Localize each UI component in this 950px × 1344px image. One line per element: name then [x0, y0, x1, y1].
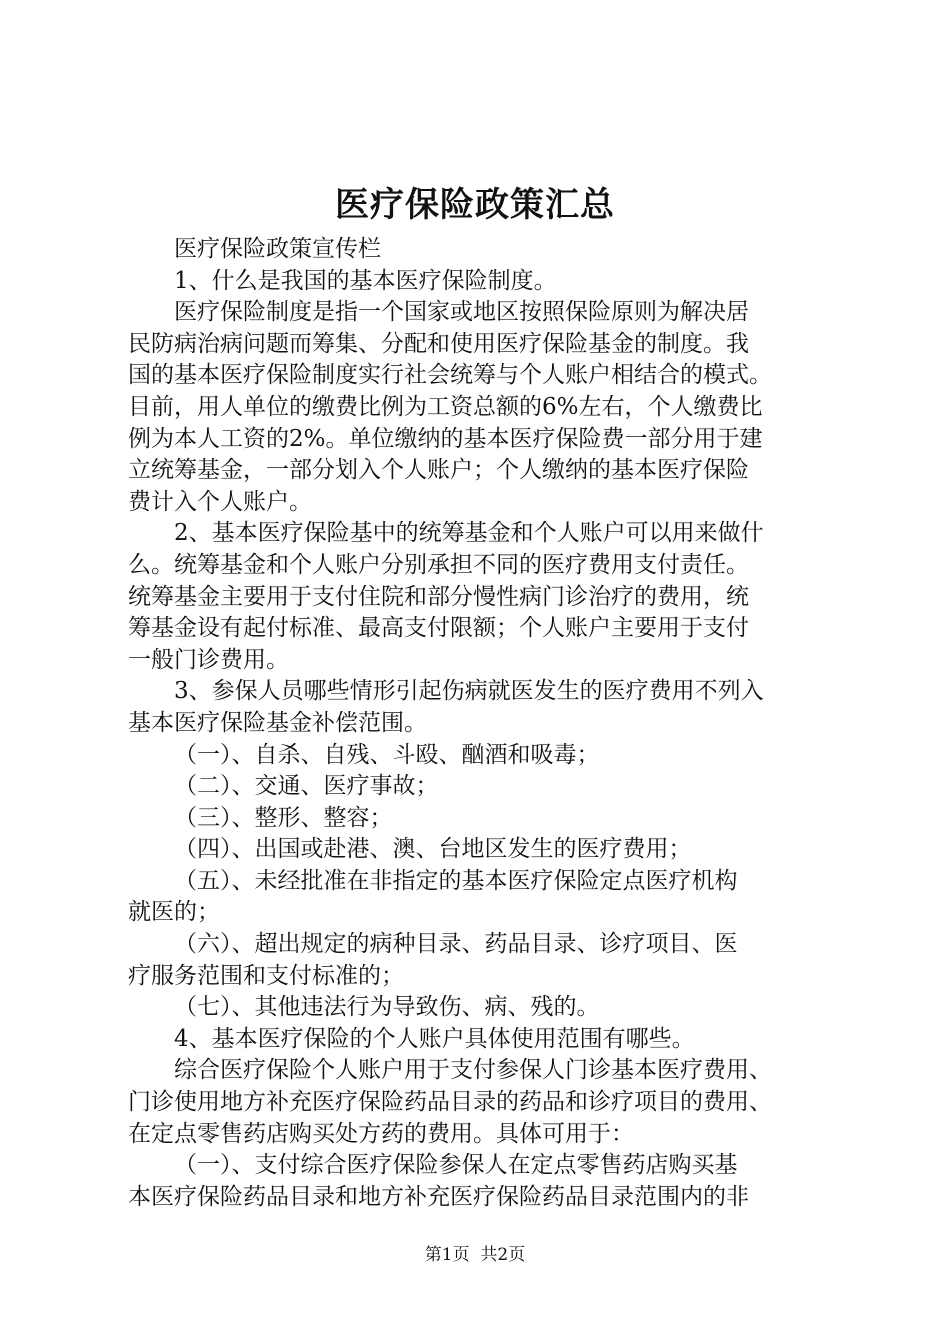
paragraph-line: 筹基金设有起付标准、最高支付限额；个人账户主要用于支付: [128, 615, 749, 642]
list-item: （五）、未经批准在非指定的基本医疗保险定点医疗机构: [174, 867, 738, 894]
paragraph-line: 民防病治病问题而筹集、分配和使用医疗保险基金的制度。我: [128, 330, 749, 357]
list-item: （二）、交通、医疗事故；: [174, 773, 439, 800]
document-body: [128, 234, 834, 1213]
document-title: 医疗保险政策汇总: [335, 185, 615, 225]
paragraph-line: 么。统筹基金和个人账户分别承担不同的医疗费用支付责任。: [128, 551, 749, 578]
list-item: （四）、出国或赴港、澳、台地区发生的医疗费用；: [174, 836, 692, 863]
paragraph-line: 立统筹基金，一部分划入个人账户；个人缴纳的基本医疗保险: [128, 457, 749, 484]
question-2: 2、基本医疗保险基中的统筹基金和个人账户可以用来做什: [174, 520, 764, 547]
list-item: （一）、支付综合医疗保险参保人在定点零售药店购买基: [174, 1152, 738, 1179]
page-number: 第1页: [424, 1245, 470, 1265]
paragraph-line: 在定点零售药店购买处方药的费用。具体可用于：: [128, 1120, 634, 1147]
paragraph-line: 国的基本医疗保险制度实行社会统筹与个人账户相结合的模式。: [128, 362, 772, 389]
question-4: 4、基本医疗保险的个人账户具体使用范围有哪些。: [174, 1025, 695, 1052]
paragraph-line: 目前，用人单位的缴费比例为工资总额的6%左右，个人缴费比: [128, 393, 763, 420]
section-heading: 医疗保险政策宣传栏: [174, 236, 381, 262]
paragraph-line: 综合医疗保险个人账户用于支付参保人门诊基本医疗费用、: [174, 1057, 772, 1084]
question-1: 1、什么是我国的基本医疗保险制度。: [174, 267, 557, 294]
question-3: 3、参保人员哪些情形引起伤病就医发生的医疗费用不列入: [174, 678, 764, 705]
paragraph-line: 统筹基金主要用于支付住院和部分慢性病门诊治疗的费用，统: [128, 583, 749, 610]
list-item-continuation: 本医疗保险药品目录和地方补充医疗保险药品目录范围内的非: [128, 1183, 749, 1210]
list-item: （三）、整形、整容；: [174, 804, 393, 831]
list-item: （一）、自杀、自残、斗殴、酗酒和吸毒；: [174, 741, 600, 768]
list-item-continuation: 疗服务范围和支付标准的；: [128, 962, 404, 989]
page-footer: [0, 1243, 950, 1267]
paragraph-line: 门诊使用地方补充医疗保险药品目录的药品和诊疗项目的费用、: [128, 1089, 772, 1116]
paragraph-line: 一般门诊费用。: [128, 646, 289, 673]
paragraph-line: 例为本人工资的2%。单位缴纳的基本医疗保险费一部分用于建: [128, 425, 763, 452]
page-total: 共2页: [480, 1245, 526, 1265]
paragraph-line: 医疗保险制度是指一个国家或地区按照保险原则为解决居: [174, 299, 749, 326]
list-item-continuation: 就医的；: [128, 899, 220, 926]
paragraph-line: 费计入个人账户。: [128, 488, 312, 515]
list-item: （六）、超出规定的病种目录、药品目录、诊疗项目、医: [174, 931, 738, 958]
paragraph-line: 基本医疗保险基金补偿范围。: [128, 709, 427, 736]
list-item: （七）、其他违法行为导致伤、病、残的。: [174, 994, 600, 1021]
